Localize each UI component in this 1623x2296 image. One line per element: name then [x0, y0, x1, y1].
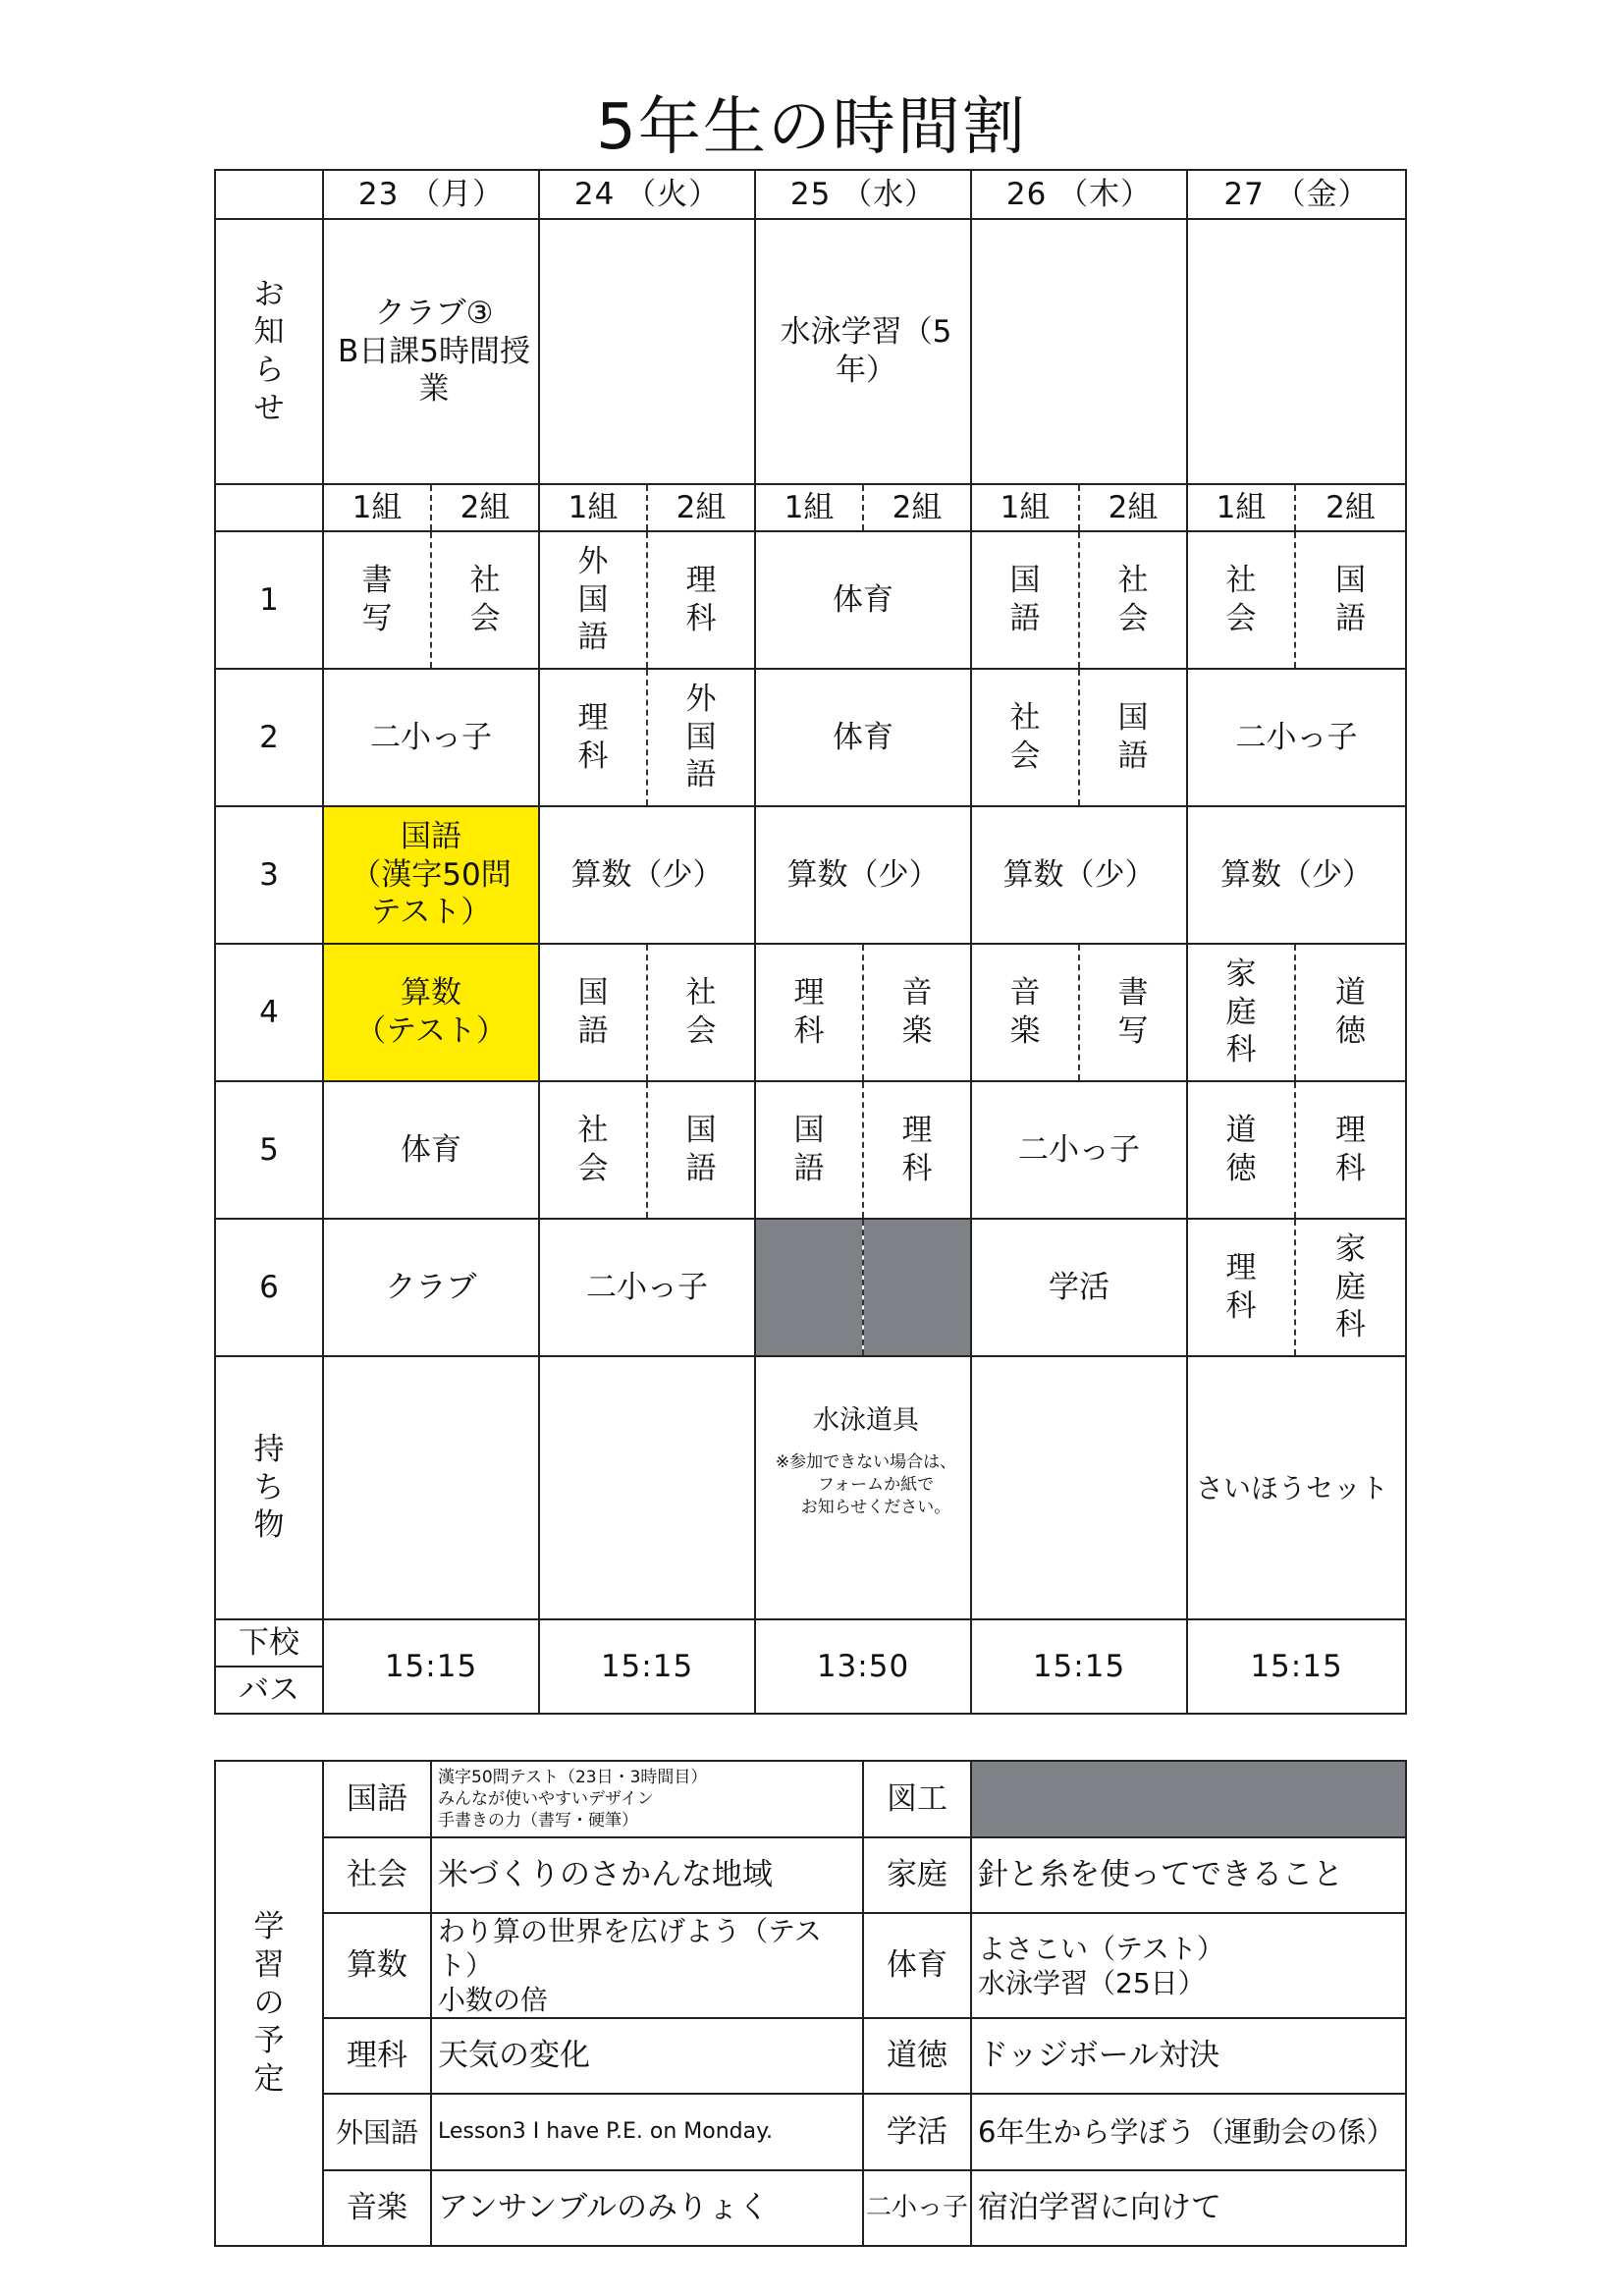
- time-tue: 15:15: [539, 1619, 755, 1714]
- cell-fri-1-2: 国語: [1295, 531, 1406, 669]
- plan-subject-zuko: 図工: [863, 1761, 971, 1837]
- day-wed: 25 （水）: [755, 170, 971, 219]
- page-title: 5年生の時間割: [596, 91, 1027, 164]
- notice-tue: [539, 219, 755, 484]
- plan-content-zuko-blank: [971, 1761, 1406, 1837]
- class-1: 1組: [1187, 484, 1295, 531]
- cell-mon-5: 体育: [323, 1081, 539, 1219]
- plan-content-ongaku: アンサンブルのみりょく: [431, 2170, 863, 2246]
- plan-subject-gakkatsu: 学活: [863, 2094, 971, 2170]
- cell-thu-4-1: 音楽: [971, 944, 1079, 1081]
- cell-tue-1-2: 理科: [647, 531, 755, 669]
- cell-wed-5-2: 理科: [863, 1081, 971, 1219]
- cell-thu-1-1: 国語: [971, 531, 1079, 669]
- plan-content-sansu: わり算の世界を広げよう（テスト） 小数の倍: [431, 1913, 863, 2018]
- class-corner: [215, 484, 323, 531]
- cell-fri-6-1: 理科: [1187, 1219, 1295, 1356]
- plan-row-5: [215, 2094, 1406, 2170]
- period-row-6: [215, 1219, 1406, 1356]
- timetable: [214, 169, 1407, 1715]
- cell-wed-4-2: 音楽: [863, 944, 971, 1081]
- cell-tue-4-1: 国語: [539, 944, 647, 1081]
- class-2: 2組: [1079, 484, 1187, 531]
- period-row-4: [215, 944, 1406, 1081]
- plan-content-shakai: 米づくりのさかんな地域: [431, 1837, 863, 1913]
- plan-subject-ongaku: 音楽: [323, 2170, 431, 2246]
- plan-subject-nishokko: 二小っ子: [863, 2170, 971, 2246]
- cell-fri-1-1: 社会: [1187, 531, 1295, 669]
- class-2: 2組: [647, 484, 755, 531]
- notice-row: [215, 219, 1406, 484]
- period-number: 4: [215, 944, 323, 1081]
- plan-label: 学習の予定: [215, 1761, 323, 2246]
- period-number: 6: [215, 1219, 323, 1356]
- plan-row-6: [215, 2170, 1406, 2246]
- class-2: 2組: [431, 484, 539, 531]
- cell-wed-6-2-blank: [863, 1219, 971, 1356]
- bus-label: バス: [215, 1667, 323, 1714]
- day-fri: 27 （金）: [1187, 170, 1406, 219]
- cell-fri-6-2: 家庭科: [1295, 1219, 1406, 1356]
- cell-tue-2-1: 理科: [539, 669, 647, 806]
- dismissal-row-1: [215, 1619, 1406, 1667]
- cell-thu-3: 算数（少）: [971, 806, 1187, 944]
- plan-content-dotoku: ドッジボール対決: [971, 2018, 1406, 2094]
- plan-content-gakkatsu: 6年生から学ぼう（運動会の係）: [971, 2094, 1406, 2170]
- cell-mon-1-1: 書写: [323, 531, 431, 669]
- dismissal-label: 下校: [215, 1619, 323, 1667]
- period-number: 1: [215, 531, 323, 669]
- cell-wed-3: 算数（少）: [755, 806, 971, 944]
- plan-row-1: [215, 1761, 1406, 1837]
- cell-tue-1-1: 外国語: [539, 531, 647, 669]
- time-thu: 15:15: [971, 1619, 1187, 1714]
- time-fri: 15:15: [1187, 1619, 1406, 1714]
- plan-content-nishokko: 宿泊学習に向けて: [971, 2170, 1406, 2246]
- items-wed: 水泳道具 ※参加できない場合は、 フォームか紙で お知らせください。: [755, 1356, 971, 1619]
- notice-fri: [1187, 219, 1406, 484]
- notice-wed: 水泳学習（5年）: [755, 219, 971, 484]
- class-1: 1組: [755, 484, 863, 531]
- class-2: 2組: [1295, 484, 1406, 531]
- cell-wed-2: 体育: [755, 669, 971, 806]
- cell-tue-3: 算数（少）: [539, 806, 755, 944]
- class-row: [215, 484, 1406, 531]
- class-1: 1組: [539, 484, 647, 531]
- notice-label: お知らせ: [215, 219, 323, 484]
- plan-subject-dotoku: 道徳: [863, 2018, 971, 2094]
- plan-row-2: [215, 1837, 1406, 1913]
- day-header-row: [215, 170, 1406, 219]
- cell-fri-5-2: 理科: [1295, 1081, 1406, 1219]
- cell-fri-3: 算数（少）: [1187, 806, 1406, 944]
- cell-thu-5: 二小っ子: [971, 1081, 1187, 1219]
- cell-mon-1-2: 社会: [431, 531, 539, 669]
- plan-row-3: [215, 1913, 1406, 2018]
- plan-subject-katei: 家庭: [863, 1837, 971, 1913]
- day-thu: 26 （木）: [971, 170, 1187, 219]
- cell-mon-2: 二小っ子: [323, 669, 539, 806]
- plan-subject-taiiku: 体育: [863, 1913, 971, 2018]
- period-row-3: [215, 806, 1406, 944]
- plan-subject-shakai: 社会: [323, 1837, 431, 1913]
- plan-content-katei: 針と糸を使ってできること: [971, 1837, 1406, 1913]
- cell-wed-6-1-blank: [755, 1219, 863, 1356]
- period-row-1: [215, 531, 1406, 669]
- cell-tue-4-2: 社会: [647, 944, 755, 1081]
- cell-thu-1-2: 社会: [1079, 531, 1187, 669]
- cell-thu-6: 学活: [971, 1219, 1187, 1356]
- day-tue: 24 （火）: [539, 170, 755, 219]
- items-tue: [539, 1356, 755, 1619]
- cell-tue-2-2: 外国語: [647, 669, 755, 806]
- notice-thu: [971, 219, 1187, 484]
- plan-subject-sansu: 算数: [323, 1913, 431, 2018]
- time-wed: 13:50: [755, 1619, 971, 1714]
- plan-row-4: [215, 2018, 1406, 2094]
- cell-fri-4-1: 家庭科: [1187, 944, 1295, 1081]
- period-number: 5: [215, 1081, 323, 1219]
- items-row: [215, 1356, 1406, 1619]
- study-plan: [214, 1760, 1407, 2247]
- cell-thu-2-2: 国語: [1079, 669, 1187, 806]
- cell-mon-6: クラブ: [323, 1219, 539, 1356]
- cell-tue-5-1: 社会: [539, 1081, 647, 1219]
- cell-wed-1: 体育: [755, 531, 971, 669]
- period-number: 3: [215, 806, 323, 944]
- corner-cell: [215, 170, 323, 219]
- plan-subject-gaikokugo: 外国語: [323, 2094, 431, 2170]
- cell-fri-5-1: 道徳: [1187, 1081, 1295, 1219]
- plan-content-kokugo: 漢字50問テスト（23日・3時間目） みんなが使いやすいデザイン 手書きの力（書写・硬筆）: [431, 1761, 863, 1837]
- plan-subject-rika: 理科: [323, 2018, 431, 2094]
- period-row-2: [215, 669, 1406, 806]
- time-mon: 15:15: [323, 1619, 539, 1714]
- period-number: 2: [215, 669, 323, 806]
- cell-mon-3: 国語 （漢字50問 テスト）: [323, 806, 539, 944]
- cell-fri-2: 二小っ子: [1187, 669, 1406, 806]
- items-mon: [323, 1356, 539, 1619]
- plan-content-rika: 天気の変化: [431, 2018, 863, 2094]
- cell-wed-4-1: 理科: [755, 944, 863, 1081]
- cell-thu-2-1: 社会: [971, 669, 1079, 806]
- cell-fri-4-2: 道徳: [1295, 944, 1406, 1081]
- items-thu: [971, 1356, 1187, 1619]
- items-label: 持ち物: [215, 1356, 323, 1619]
- day-mon: 23 （月）: [323, 170, 539, 219]
- items-fri: さいほうセット: [1187, 1356, 1406, 1619]
- plan-content-gaikokugo: Lesson3 I have P.E. on Monday.: [431, 2094, 863, 2170]
- cell-thu-4-2: 書写: [1079, 944, 1187, 1081]
- cell-mon-4: 算数 （テスト）: [323, 944, 539, 1081]
- period-row-5: [215, 1081, 1406, 1219]
- plan-content-taiiku: よさこい（テスト） 水泳学習（25日）: [971, 1913, 1406, 2018]
- cell-tue-6: 二小っ子: [539, 1219, 755, 1356]
- cell-wed-5-1: 国語: [755, 1081, 863, 1219]
- notice-mon: クラブ③ B日課5時間授業: [323, 219, 539, 484]
- plan-subject-kokugo: 国語: [323, 1761, 431, 1837]
- cell-tue-5-2: 国語: [647, 1081, 755, 1219]
- class-2: 2組: [863, 484, 971, 531]
- class-1: 1組: [323, 484, 431, 531]
- class-1: 1組: [971, 484, 1079, 531]
